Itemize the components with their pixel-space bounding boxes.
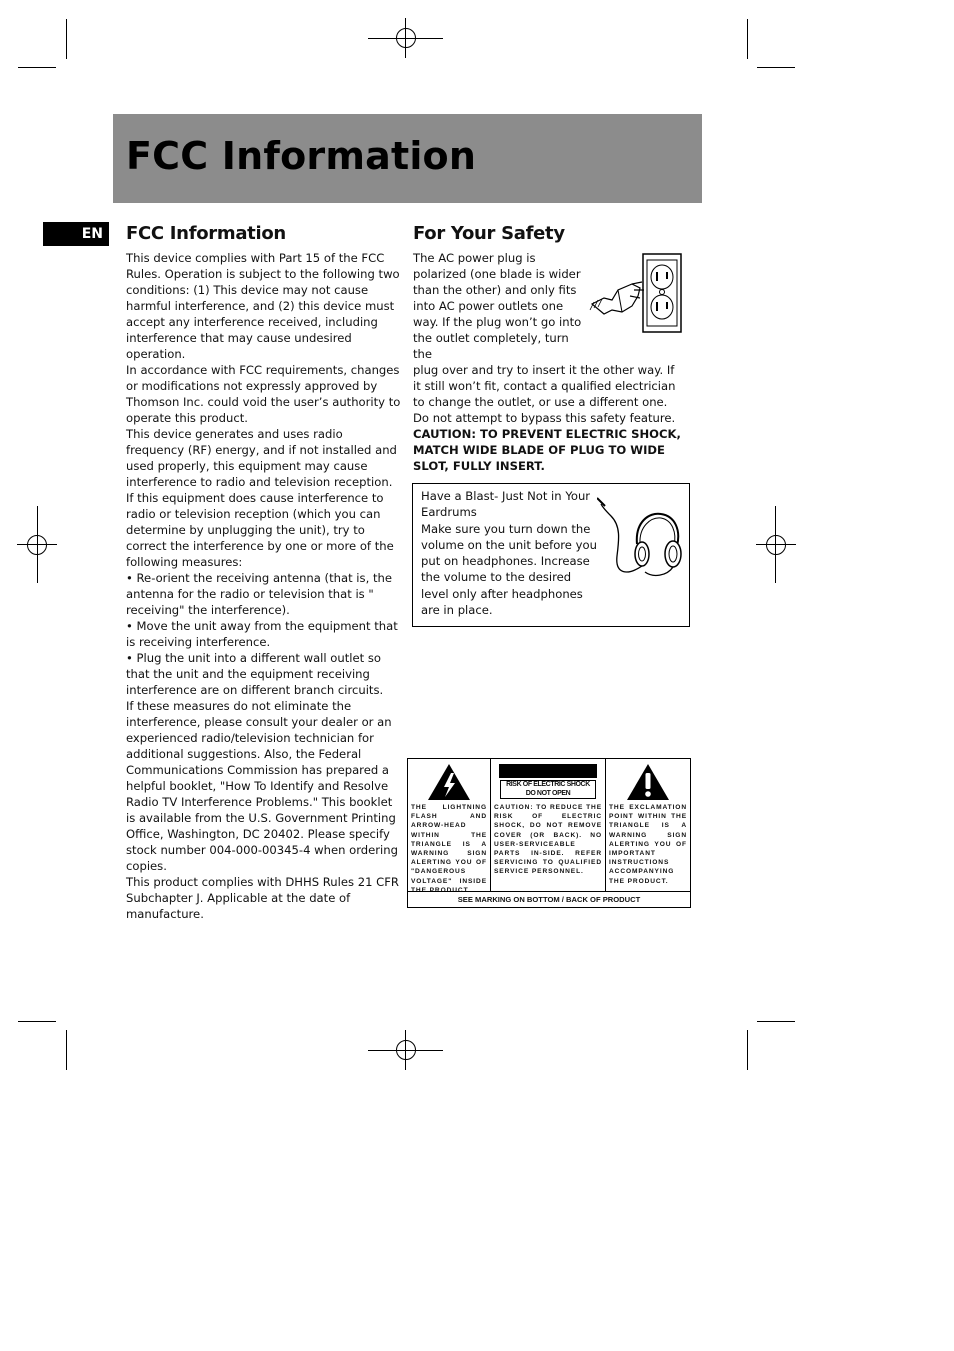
shock-warning-label bbox=[407, 758, 691, 908]
crop-mark bbox=[18, 1021, 56, 1022]
exclamation-text: THE EXCLAMATION POINT WITHIN THE TRIANGLE IS A WARNING SIGN ALERTING YOU OF IMPORTANT INSTRUCTIONS ACCOMPANYING THE PRODUCT. bbox=[609, 804, 687, 885]
fcc-bullet: • Plug the unit into a different wall outlet so that the unit and the equipment receiving interference are on different branch circuits. bbox=[126, 651, 384, 697]
headphones-illustration bbox=[597, 496, 685, 580]
headphone-warning-text bbox=[421, 488, 601, 618]
fcc-bullet: • Re-orient the receiving antenna (that is, the antenna for the radio or television that is " receiving" the interference). bbox=[126, 571, 392, 617]
caution-text: CAUTION: TO PREVENT ELECTRIC SHOCK, MATCH WIDE BLADE OF PLUG TO WIDE SLOT, FULLY INSERT. bbox=[413, 427, 681, 473]
headphone-warning-box bbox=[412, 483, 690, 627]
risk-label-line: DO NOT OPEN bbox=[525, 789, 571, 797]
registration-mark bbox=[756, 544, 796, 545]
plug-text-wrapped: The AC power plug is polarized (one blade is wider than the other) and only fits into AC power outlets one way. If the plug won’t go into the outlet completely, turn the bbox=[413, 251, 582, 361]
headphone-warning-body: Make sure you turn down the volume on the unit before you put on headphones. Increase the volume to the desired level only after headphones are in place. bbox=[421, 521, 597, 618]
registration-mark bbox=[17, 544, 57, 545]
exclamation-warning-icon bbox=[626, 763, 670, 801]
caution-panel bbox=[491, 759, 606, 891]
exclamation-panel bbox=[606, 759, 690, 891]
fcc-paragraph: This device generates and uses radio frequency (RF) energy, and if not installed and used properly, this equipment may cause interference to radio and television reception. bbox=[126, 427, 397, 489]
risk-label-line: RISK OF ELECTRIC SHOCK bbox=[506, 781, 590, 788]
fcc-paragraph: In accordance with FCC requirements, changes or modifications not expressly approved by Thomson Inc. could void the user’s authority to operate this product. bbox=[126, 363, 401, 425]
fcc-paragraph: If these measures do not eliminate the interference, please consult your dealer or an experienced radio/television technician for additional suggestions. Also, the Federal Communications Commission has prepared a helpful booklet, "How To Identify and Resolve Radio TV Interference Problems." This booklet is available from the U.S. Government Printing Office, Washington, DC 20402. Please specify stock number 004-000-00345-4 when ordering copies. bbox=[126, 699, 398, 873]
crop-mark bbox=[18, 67, 56, 68]
crop-mark bbox=[757, 1021, 795, 1022]
registration-mark bbox=[368, 38, 443, 39]
plug-outlet-illustration bbox=[588, 252, 684, 334]
crop-mark bbox=[66, 1030, 67, 1070]
fcc-bullet: • Move the unit away from the equipment that is receiving interference. bbox=[126, 619, 398, 649]
crop-mark bbox=[747, 1030, 748, 1070]
crop-mark bbox=[757, 67, 795, 68]
crop-mark bbox=[747, 19, 748, 59]
warning-label-footer: SEE MARKING ON BOTTOM / BACK OF PRODUCT bbox=[408, 891, 690, 908]
risk-label bbox=[499, 764, 597, 798]
registration-mark bbox=[368, 1050, 443, 1051]
plug-text: plug over and try to insert it the other way. If it still won’t fit, contact a qualified electrician to change the outlet, or use a different one. Do not attempt to bypass this safety feature. bbox=[413, 363, 676, 425]
page-title: FCC Information bbox=[126, 134, 477, 178]
registration-mark bbox=[766, 535, 786, 555]
fcc-paragraph: This product complies with DHHS Rules 21 CFR Subchapter J. Applicable at the date of manufacture. bbox=[126, 875, 399, 921]
fcc-paragraph: This device complies with Part 15 of the FCC Rules. Operation is subject to the following two conditions: (1) This device may not cause harmful interference, and (2) this device must accept any interference received, including interference that may cause undesired operation. bbox=[126, 251, 400, 361]
fcc-body bbox=[126, 250, 402, 922]
title-band bbox=[113, 114, 702, 203]
headphone-warning-title: Have a Blast- Just Not in Your Eardrums bbox=[421, 489, 591, 520]
lightning-panel bbox=[408, 759, 491, 894]
risk-label-band bbox=[499, 764, 597, 778]
caution-panel-text: CAUTION: TO REDUCE THE RISK OF ELECTRIC SHOCK, DO NOT REMOVE COVER (OR BACK). NO USER-SERVICEABLE PARTS IN-SIDE. REFER SERVICING TO QUALIFIED SERVICE PERSONNEL. bbox=[494, 804, 602, 876]
language-tab: EN bbox=[43, 222, 109, 246]
lightning-warning-icon bbox=[427, 763, 471, 801]
lightning-text: THE LIGHTNING FLASH AND ARROW-HEAD WITHIN THE TRIANGLE IS A WARNING SIGN ALERTING YOU OF "DANGEROUS VOLTAGE" INSIDE THE PRODUCT. bbox=[411, 804, 487, 894]
safety-heading: For Your Safety bbox=[413, 223, 565, 244]
fcc-heading: FCC Information bbox=[126, 223, 286, 244]
crop-mark bbox=[66, 19, 67, 59]
fcc-paragraph: If this equipment does cause interference to radio or television reception (which you can determine by unplugging the unit), try to correct the interference by one or more of the following measures: bbox=[126, 491, 394, 569]
risk-label-text bbox=[500, 780, 596, 799]
